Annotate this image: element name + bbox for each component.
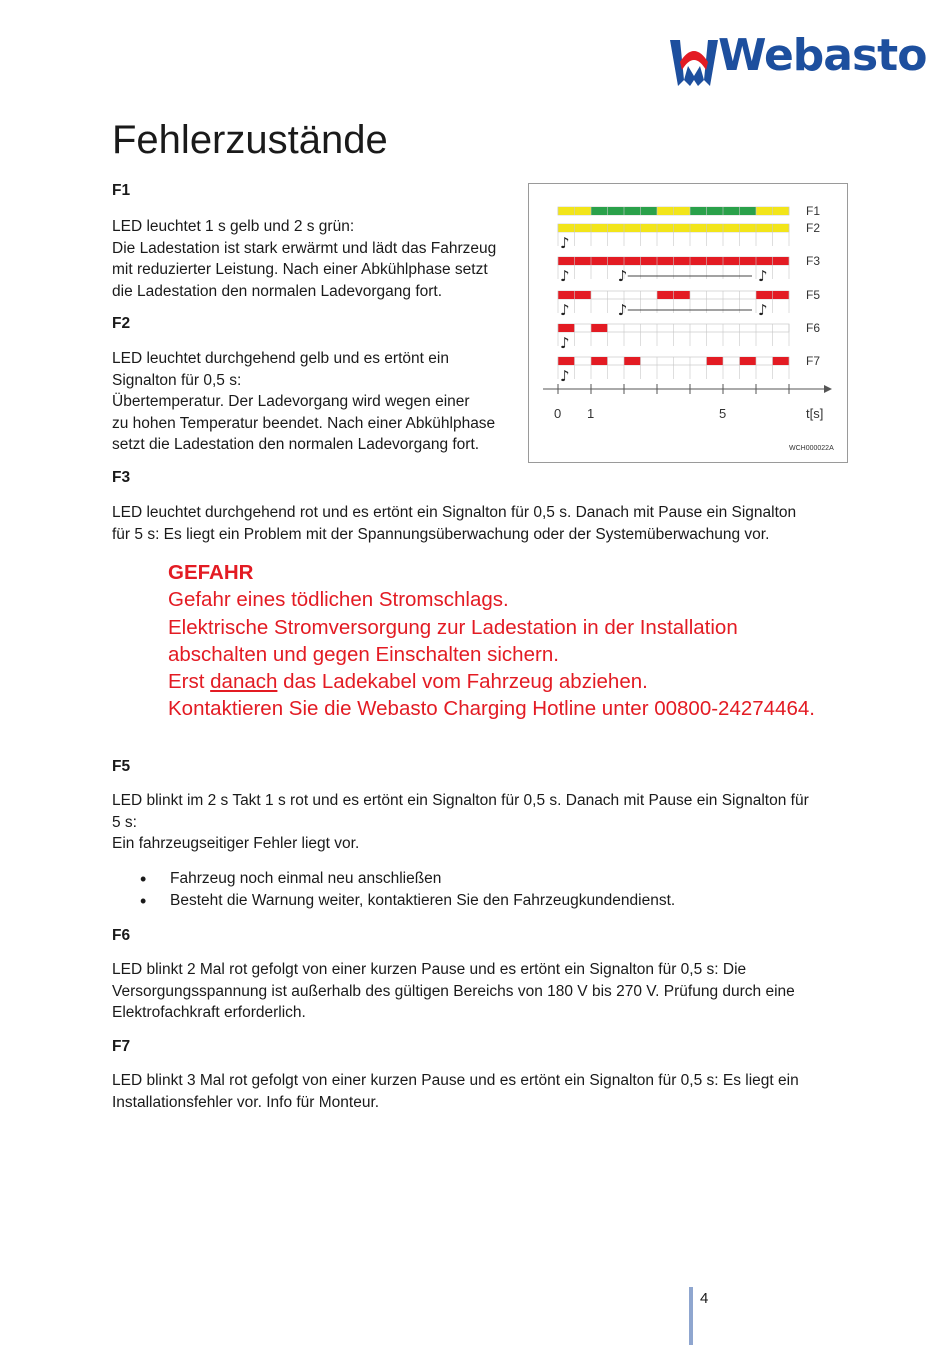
heading-f3: F3 <box>112 469 131 486</box>
text-line: Ein fahrzeugseitiger Fehler liegt vor. <box>112 835 360 852</box>
danger-notice <box>168 559 815 723</box>
heading-f6: F6 <box>112 927 131 944</box>
text-line: LED blinkt 3 Mal rot gefolgt von einer kurzen Pause und es ertönt ein Signalton für 0,5 s: Es liegt ein <box>112 1072 799 1089</box>
text-line: 5 s: <box>112 813 137 831</box>
axis-tick-label: 5 <box>719 406 727 421</box>
axis-tick-label: 1 <box>587 406 595 421</box>
page-number: 4 <box>700 1290 709 1307</box>
row-label: F2 <box>806 221 821 235</box>
danger-hotline: Kontaktieren Sie die Webasto Charging Hotline unter 00800-24274464. <box>168 697 815 721</box>
row-label: F5 <box>806 288 821 302</box>
text-f3 <box>112 502 796 545</box>
heading-f2: F2 <box>112 315 131 332</box>
text-line: mit reduzierter Leistung. Nach einer Abkühlphase setzt <box>112 261 488 278</box>
heading-f7: F7 <box>112 1038 131 1055</box>
tone-icon: ♪ <box>758 301 768 319</box>
heading-f5: F5 <box>112 758 131 775</box>
row-label: F1 <box>806 204 821 218</box>
axis-arrow <box>824 385 832 393</box>
text-line: zu hohen Temperatur beendet. Nach einer Abkühlphase <box>112 414 496 432</box>
list-item: • Besteht die Warnung weiter, kontaktieren Sie den Fahrzeugkundendienst. <box>140 890 675 912</box>
text-line: LED leuchtet durchgehend rot und es ertönt ein Signalton für 0,5 s. Danach mit Pause ein Signalton <box>112 504 797 521</box>
text-f1 <box>112 216 496 302</box>
text-line: LED blinkt im 2 s Takt 1 s rot und es ertönt ein Signalton für 0,5 s. Danach mit Pause ein Signalton für <box>112 792 809 809</box>
danger-line <box>168 668 815 695</box>
signal-segment <box>773 357 790 365</box>
text-line: LED blinkt 2 Mal rot gefolgt von einer kurzen Pause und es ertönt ein Signalton für 0,5 s: Die <box>112 961 747 978</box>
page-title: Fehlerzustände <box>112 118 388 162</box>
danger-emphasis: danach <box>210 670 278 694</box>
tone-icon: ♪ <box>617 267 628 285</box>
text-line: Die Ladestation ist stark erwärmt und lädt das Fahrzeug <box>112 239 497 257</box>
webasto-logo-mark <box>668 36 720 88</box>
text-line: Elektrofachkraft erforderlich. <box>112 1004 306 1021</box>
danger-text: Erst <box>168 670 205 694</box>
signal-segment <box>591 324 608 332</box>
logo-wordmark: Webasto <box>718 30 927 81</box>
danger-line: abschalten und gegen Einschalten sichern. <box>168 642 559 666</box>
f5-bullet-list <box>140 868 675 912</box>
axis-unit-label: t[s] <box>806 406 824 421</box>
led-signal-diagram-svg <box>529 184 847 462</box>
text-line: die Ladestation den normalen Ladevorgang fort. <box>112 282 443 300</box>
text-line: setzt die Ladestation den normalen Ladevorgang fort. <box>112 436 480 453</box>
signal-segment <box>558 357 575 365</box>
danger-text: das Ladekabel vom Fahrzeug abziehen. <box>283 670 648 694</box>
tone-icon: ♪ <box>560 267 570 285</box>
text-f5 <box>112 790 809 855</box>
danger-line: Gefahr eines tödlichen Stromschlags. <box>168 588 509 612</box>
tone-icon: ♪ <box>758 267 768 285</box>
danger-line: Elektrische Stromversorgung zur Ladestation in der Installation <box>168 615 738 639</box>
tone-icon: ♪ <box>560 301 570 319</box>
led-signal-diagram <box>528 183 848 463</box>
signal-segment <box>707 357 724 365</box>
heading-f1: F1 <box>112 182 131 199</box>
webasto-logo <box>668 30 927 88</box>
page-number-bar <box>689 1287 693 1345</box>
tone-icon: ♪ <box>560 334 570 352</box>
tone-icon: ♪ <box>560 234 570 252</box>
text-line: Versorgungsspannung ist außerhalb des gültigen Bereichs von 180 V bis 270 V. Prüfung durch eine <box>112 982 795 1000</box>
axis-tick-label: 0 <box>554 406 562 421</box>
text-f6 <box>112 959 795 1024</box>
signal-segment <box>740 357 757 365</box>
list-item: • Fahrzeug noch einmal neu anschließen <box>140 868 675 890</box>
danger-title: GEFAHR <box>168 561 254 584</box>
tone-icon: ♪ <box>560 367 570 385</box>
signal-segment <box>591 357 608 365</box>
row-label: F3 <box>806 254 821 268</box>
tone-icon: ♪ <box>617 301 628 319</box>
row-label: F6 <box>806 321 821 335</box>
row-label: F7 <box>806 354 821 368</box>
figure-code: WCH000022A <box>789 445 834 452</box>
signal-segment <box>624 357 641 365</box>
text-line: Übertemperatur. Der Ladevorgang wird wegen einer <box>112 393 470 410</box>
text-line: Installationsfehler vor. Info für Monteur. <box>112 1093 380 1111</box>
text-line: Signalton für 0,5 s: <box>112 371 242 389</box>
text-line: LED leuchtet 1 s gelb und 2 s grün: <box>112 218 355 235</box>
signal-segment <box>558 324 575 332</box>
text-line: LED leuchtet durchgehend gelb und es ertönt ein <box>112 350 449 367</box>
text-line: für 5 s: Es liegt ein Problem mit der Spannungsüberwachung oder der Systemüberwachung vor. <box>112 525 770 543</box>
text-f7 <box>112 1070 799 1113</box>
text-f2 <box>112 348 495 456</box>
